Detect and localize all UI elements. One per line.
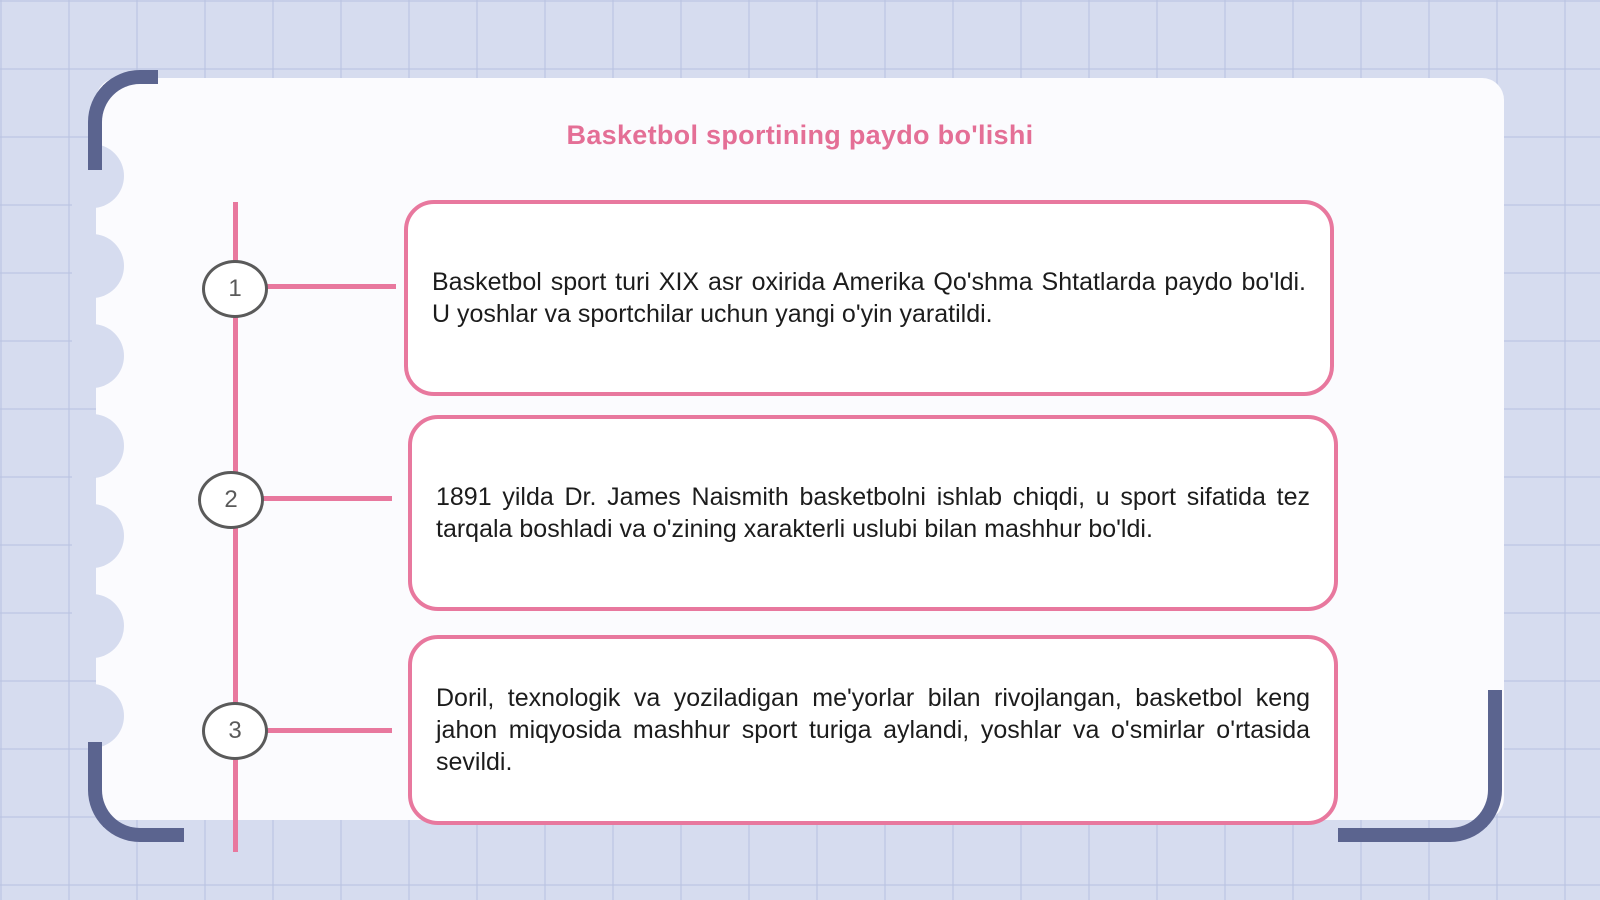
timeline-connector: [266, 728, 392, 733]
timeline-card-text: Doril, texnologik va yoziladigan me'yorlar bilan rivojlangan, basketbol keng jahon miqyosida mashhur sport turiga aylandi, yoshlar va o'smirlar o'rtasida sevildi.: [436, 684, 1310, 776]
timeline-card-text: Basketbol sport turi XIX asr oxirida Amerika Qo'shma Shtatlarda paydo bo'ldi. U yoshlar va sportchilar uchun yangi o'yin yaratildi.: [432, 268, 1306, 328]
timeline-card-3: [408, 635, 1338, 825]
timeline-node-3: 3: [202, 702, 268, 760]
timeline-card-text: 1891 yilda Dr. James Naismith basketbolni ishlab chiqdi, u sport sifatida tez tarqala boshladi va o'zining xarakterli uslubi bilan mashhur bo'ldi.: [436, 483, 1310, 543]
timeline-card-1: [404, 200, 1334, 396]
slide-title: Basketbol sportining paydo bo'lishi: [566, 120, 1034, 150]
timeline-connector: [262, 496, 392, 501]
timeline-card-2: [408, 415, 1338, 611]
timeline-connector: [266, 284, 396, 289]
timeline-node-1: 1: [202, 260, 268, 318]
timeline-node-2: 2: [198, 471, 264, 529]
frame-corner-top-left: [88, 70, 158, 170]
frame-corner-bottom-left: [88, 742, 184, 842]
frame-corner-bottom-right: [1338, 690, 1502, 842]
